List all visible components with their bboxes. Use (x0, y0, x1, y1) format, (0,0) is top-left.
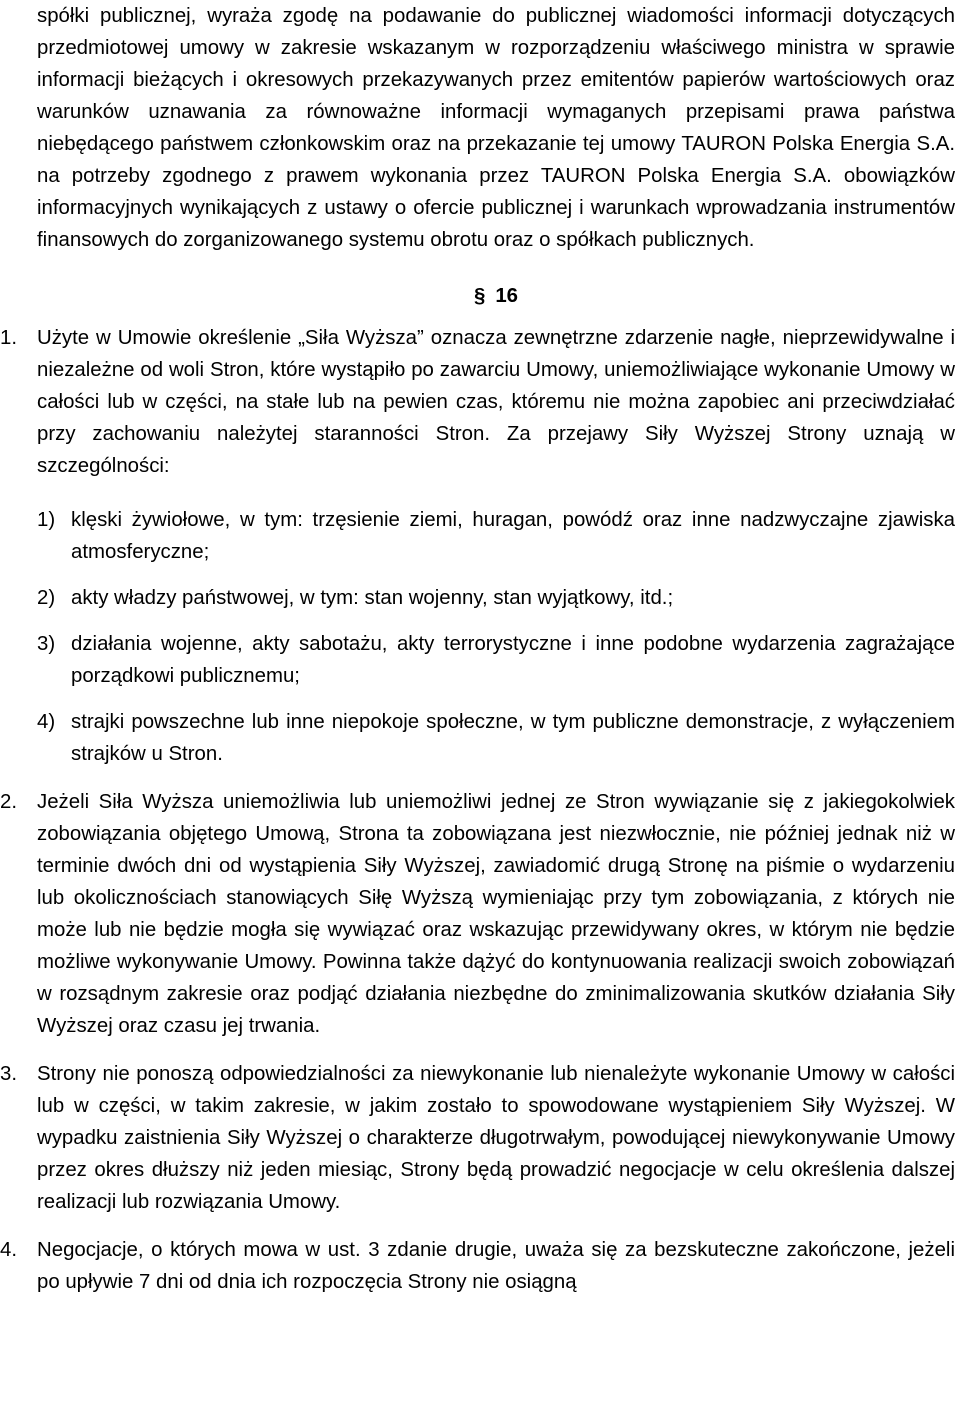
clause-number: 4. (0, 1239, 18, 1261)
clause-1 (0, 322, 955, 770)
list-item-text: strajki powszechne lub inne niepokoje społeczne, w tym publiczne demonstracje, z wyłączeniem strajków u Stron. (71, 711, 955, 765)
clause-3 (0, 1058, 955, 1218)
intro-paragraph: spółki publicznej, wyraża zgodę na podawanie do publicznej wiadomości informacji dotyczących przedmiotowej umowy w zakresie wskazanym w rozporządzeniu właściwego ministra w sprawie informacji bieżących i okresowych przekazywanych przez emitentów papierów wartościowych oraz warunków uznawania za równoważne informacji wymaganych przepisami prawa państwa niebędącego państwem członkowskim oraz na przekazanie tej umowy TAURON Polska Energia S.A. na potrzeby zgodnego z prawem wykonania przez TAURON Polska Energia S.A. obowiązków informacyjnych wynikających z ustawy o ofercie publicznej i warunkach wprowadzania instrumentów finansowych do zorganizowanego systemu obrotu oraz o spółkach publicznych. (37, 5, 955, 251)
list-item (37, 504, 955, 568)
clause-text: Użyte w Umowie określenie „Siła Wyższa” oznacza zewnętrzne zdarzenie nagłe, nieprzewidywalne i niezależne od woli Stron, które wystąpiło po zawarciu Umowy, uniemożliwiające wykonanie Umowy w całości lub w części, na stałe lub na pewien czas, któremu nie można zapobiec ani przeciwdziałać przy zachowaniu należytej staranności Stron. Za przejawy Siły Wyższej Strony uznają w szczególności: (37, 327, 955, 477)
clause-text: Negocjacje, o których mowa w ust. 3 zdanie drugie, uważa się za bezskuteczne zakończone, jeżeli po upływie 7 dni od dnia ich rozpoczęcia Strony nie osiągną (37, 1239, 955, 1293)
clause-number: 2. (0, 791, 18, 813)
clause-text: Jeżeli Siła Wyższa uniemożliwia lub uniemożliwi jednej ze Stron wywiązanie się z jakiegokolwiek zobowiązania objętego Umową, Strona ta zobowiązana jest niezwłocznie, nie później jednak niż w terminie dwóch dni od wystąpienia Siły Wyższej, zawiadomić drugą Stronę na piśmie o wydarzeniu lub okolicznościach stanowiących Siłę Wyższą wymieniając przy tym zobowiązania, z których nie może lub nie będzie mogła się wywiązać oraz wskazując przewidywany okres, w którym nie będzie możliwe wykonywanie Umowy. Powinna także dążyć do kontynuowania realizacji swoich zobowiązań w rozsądnym zakresie oraz podjąć działania niezbędne do zminimalizowania skutków działania Siły Wyższej oraz czasu jej trwania. (37, 791, 955, 1037)
list-item-text: akty władzy państwowej, w tym: stan wojenny, stan wyjątkowy, itd.; (71, 587, 674, 609)
list-item (37, 582, 955, 614)
list-item-number: 1) (37, 509, 56, 531)
list-item-text: działania wojenne, akty sabotażu, akty terrorystyczne i inne podobne wydarzenia zagrażające porządkowi publicznemu; (71, 633, 955, 687)
section-sign: § (473, 285, 486, 307)
clause-text: Strony nie ponoszą odpowiedzialności za niewykonanie lub nienależyte wykonanie Umowy w całości lub w części, w takim zakresie, w jakim zostało to spowodowane wystąpieniem Siły Wyższej. W wypadku zaistnienia Siły Wyższej o charakterze długotrwałym, powodującej niewykonywanie Umowy przez okres dłuższy niż jeden miesiąc, Strony będą prowadzić negocjacje w celu określenia dalszej realizacji lub rozwiązania Umowy. (37, 1063, 955, 1213)
list-item (37, 706, 955, 770)
force-majeure-list (37, 504, 955, 770)
list-item-number: 3) (37, 633, 56, 655)
list-item (37, 628, 955, 692)
clause-2 (0, 786, 955, 1042)
list-item-number: 4) (37, 711, 56, 733)
section-heading (37, 280, 955, 312)
section-number: 16 (495, 285, 519, 307)
list-item-number: 2) (37, 587, 56, 609)
clause-number: 3. (0, 1063, 18, 1085)
clause-4 (0, 1234, 955, 1298)
list-item-text: klęski żywiołowe, w tym: trzęsienie ziemi, huragan, powódź oraz inne nadzwyczajne zjawiska atmosferyczne; (71, 509, 955, 563)
clause-number: 1. (0, 327, 18, 349)
